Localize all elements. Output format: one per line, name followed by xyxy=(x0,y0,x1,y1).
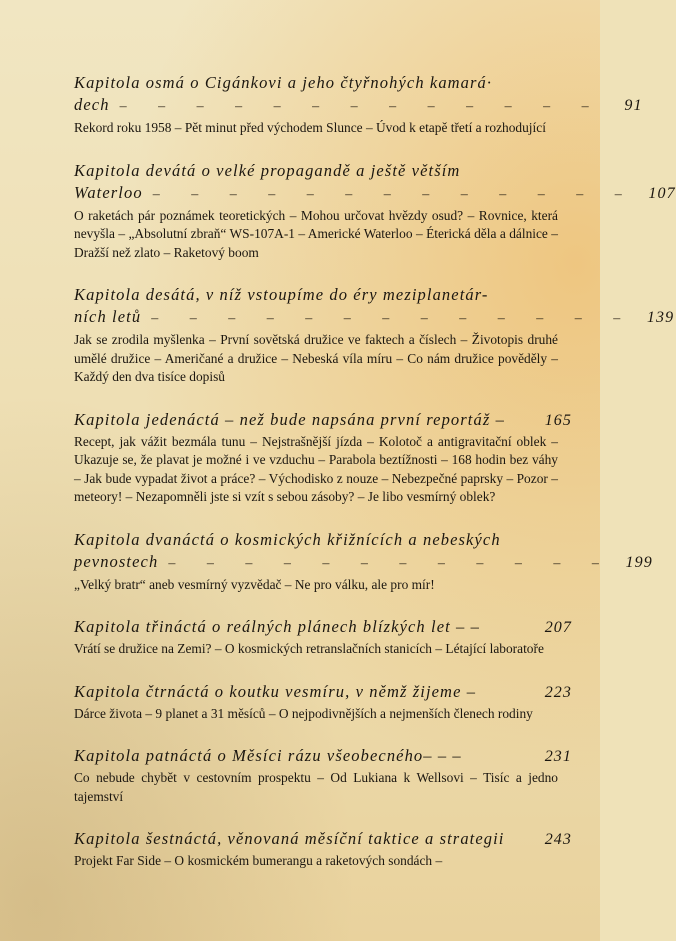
dot-leader: – – – – – – – – – – – – – xyxy=(119,99,603,114)
chapter-heading-row xyxy=(74,828,572,851)
chapter-summary: Projekt Far Side – O kosmickém bumerangu a raketových sondách – xyxy=(74,853,443,868)
chapter-title-line2: ních letů xyxy=(74,307,142,326)
toc-entry xyxy=(74,72,643,138)
chapter-title-continuation xyxy=(74,551,653,575)
chapter-title-line2: dech xyxy=(74,95,110,114)
page-number: 165 xyxy=(544,411,572,429)
page-number: 91 xyxy=(624,97,643,114)
chapter-title: Kapitola jedenáctá – než bude napsána první reportáž – xyxy=(74,409,505,429)
page-number: 139 xyxy=(646,309,675,326)
chapter-title: Kapitola dvanáctá o kosmických křižnících a nebeských xyxy=(74,529,501,549)
chapter-summary: Vrátí se družice na Zemi? – O kosmických retranslačních stanicích – Létající laboratoře xyxy=(74,641,544,656)
chapter-title: Kapitola čtrnáctá o koutku vesmíru, v němž žijeme – xyxy=(74,681,477,701)
toc-entry xyxy=(74,681,572,724)
chapter-summary: O raketách pár poznámek teoretických – Mohou určovat hvězdy osud? – Rovnice, která nevyšla – „Absolutní zbraň“ WS-107A-1 – Americké Waterloo – Éterická děla a dálnice – Dražší než zlato – Raketový boom xyxy=(74,207,558,260)
chapter-title: Kapitola devátá o velké propagandě a ještě větším xyxy=(74,160,461,180)
page-number: 243 xyxy=(544,831,572,848)
chapter-heading-row xyxy=(74,616,572,639)
toc-entry xyxy=(74,745,572,806)
chapter-heading-row xyxy=(74,681,572,704)
dot-leader: – – – – – – – – – – – – xyxy=(168,555,613,571)
toc-entry xyxy=(74,160,676,263)
toc-entry xyxy=(74,616,572,659)
chapter-summary: Co nebude chybět v cestovním prospektu – Od Lukiana k Wellsovi – Tisíc a jedno tajemství xyxy=(74,770,558,804)
chapter-title-continuation xyxy=(74,94,643,118)
chapter-heading-row xyxy=(74,409,572,432)
page-number: 207 xyxy=(544,619,572,636)
dot-leader: – – – – – – – – – – – – – xyxy=(152,186,636,202)
page-number: 107 xyxy=(648,184,676,202)
chapter-summary: Recept, jak vážit bezmála tunu – Nejstrašnější jízda – Kolotoč a antigravitační oblek – Ukazuje se, že plavat je možné i ve vzduchu – Parabola beztížnosti – 168 hodin bez váhy – Jak bude vypadat život a práce? – Východisko z nouze – Nebezpečné paprsky – Pozor – meteory! – Nezapomněli jste si vzít s sebou zásoby? – Je libo vesmírný oblek? xyxy=(74,433,558,504)
chapter-title-continuation xyxy=(74,182,676,206)
chapter-title: Kapitola šestnáctá, věnovaná měsíční taktice a strategii xyxy=(74,829,505,848)
page-number: 199 xyxy=(625,553,653,571)
toc-entry xyxy=(74,828,572,871)
chapter-title: Kapitola osmá o Cigánkovi a jeho čtyřnohých kamará· xyxy=(74,73,493,92)
chapter-title-line2: Waterloo xyxy=(74,182,143,202)
chapter-title: Kapitola patnáctá o Měsíci rázu všeobecného– – – xyxy=(74,746,462,765)
dot-leader: – – – – – – – – – – – – – xyxy=(151,311,635,326)
chapter-summary: Dárce života – 9 planet a 31 měsíců – O nejpodivnějších a nejmenších členech rodiny xyxy=(74,705,533,721)
toc-entry xyxy=(74,409,572,507)
chapter-heading-row xyxy=(74,745,572,768)
chapter-title: Kapitola desátá, v níž vstoupíme do éry meziplanetár- xyxy=(74,285,489,304)
chapter-summary: Rekord roku 1958 – Pět minut před východem Slunce – Úvod k etapě třetí a rozhodující xyxy=(74,120,546,135)
chapter-summary: Jak se zrodila myšlenka – První sovětská družice ve faktech a číslech – Životopis druhé umělé družice – Američané a družice – Nebeská víla míru – Co nám družice pověděly – Každý den dva tisíce dopisů xyxy=(74,332,558,384)
chapter-summary: „Velký bratr“ aneb vesmírný vyzvědač – Ne pro válku, ale pro mír! xyxy=(74,576,435,592)
chapter-title: Kapitola třináctá o reálných plánech blízkých let – – xyxy=(74,617,480,636)
chapter-title-continuation xyxy=(74,306,675,330)
toc-entry xyxy=(74,284,675,387)
chapter-title-line2: pevnostech xyxy=(74,551,159,571)
toc-entry xyxy=(74,529,653,595)
page-number: 231 xyxy=(544,748,572,765)
page-number: 223 xyxy=(544,683,572,701)
